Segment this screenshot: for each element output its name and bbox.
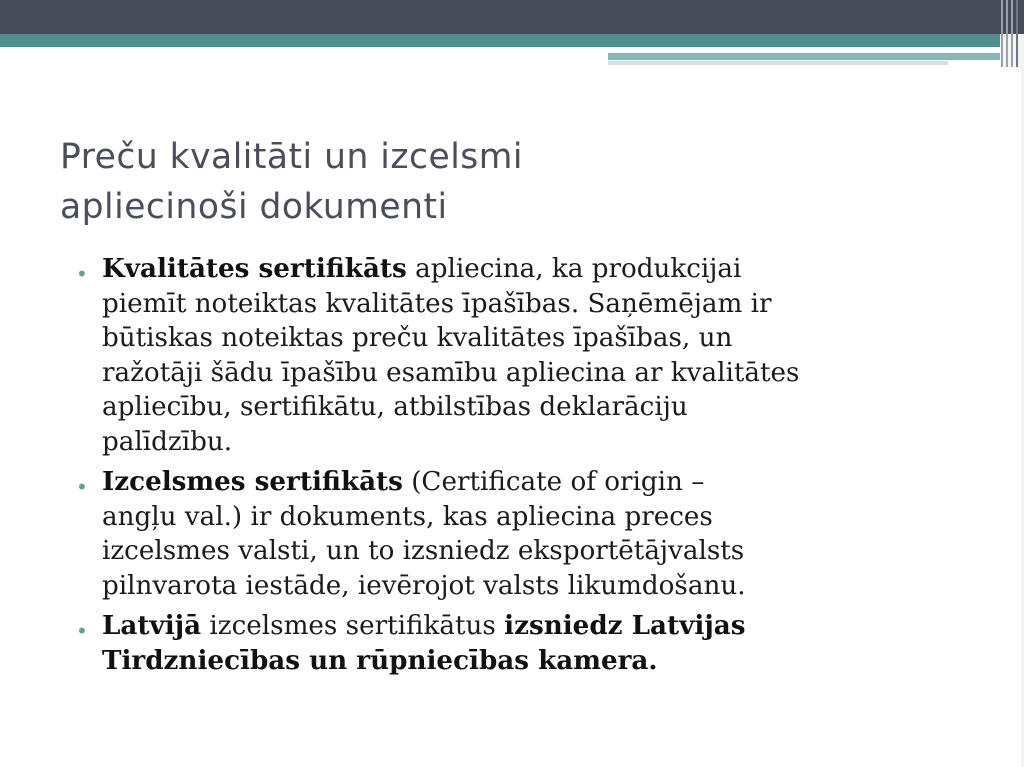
bullet-line: piemīt noteiktas kvalitātes īpašības. Saņēmējam ir xyxy=(102,288,772,319)
bullet-line xyxy=(102,252,970,287)
bullet-text: izcelsmes sertifikātus xyxy=(201,611,505,641)
bullet-line: ražotāji šādu īpašību esamību apliecina ar kvalitātes xyxy=(102,357,800,388)
bullet-line xyxy=(102,465,970,500)
bold-term: izsniedz Latvijas xyxy=(504,610,746,641)
header-stripe xyxy=(1011,0,1013,67)
bold-term: Izcelsmes sertifikāts xyxy=(102,466,403,497)
bullet-item xyxy=(70,465,970,603)
title-line: apliecinoši dokumenti xyxy=(60,187,448,227)
bullet-line: būtiskas noteiktas preču kvalitātes īpašības, un xyxy=(102,323,733,353)
bullet-list xyxy=(70,252,970,684)
bold-term: Tirdzniecības un rūpniecības kamera. xyxy=(102,644,658,676)
bullet-item xyxy=(70,252,970,459)
bullet-icon: • xyxy=(76,262,88,286)
bold-term: Latvijā xyxy=(102,610,202,641)
bullet-line: apliecību, sertifikātu, atbilstības deklarāciju xyxy=(102,392,688,422)
header-accent-line xyxy=(608,53,1000,60)
title-line: Preču kvalitāti un izcelsmi xyxy=(60,137,523,177)
bullet-line: izcelsmes valsti, un to izsniedz eksportētājvalsts xyxy=(102,536,745,566)
bullet-line: angļu val.) ir dokuments, kas apliecina preces xyxy=(102,501,713,532)
header-stripe xyxy=(1006,0,1008,67)
bullet-item xyxy=(70,609,970,678)
bullet-icon: • xyxy=(76,619,88,643)
slide-title xyxy=(60,132,960,232)
bullet-line xyxy=(102,609,970,644)
bullet-line: palīdzību. xyxy=(102,426,233,457)
bullet-line xyxy=(102,644,970,679)
bold-term: Kvalitātes sertifikāts xyxy=(102,253,407,284)
header-stripe xyxy=(1016,0,1018,67)
header-stripe xyxy=(1001,0,1003,67)
header-accent-light xyxy=(608,61,948,65)
header-bar-dark xyxy=(0,0,1024,34)
bullet-text: apliecina, ka produkcijai xyxy=(406,254,742,284)
bullet-text: (Certificate of origin – xyxy=(402,467,705,497)
bullet-icon: • xyxy=(76,475,88,499)
bullet-line: pilnvarota iestāde, ievērojot valsts likumdošanu. xyxy=(102,570,746,601)
header-bar-teal xyxy=(0,34,1000,47)
